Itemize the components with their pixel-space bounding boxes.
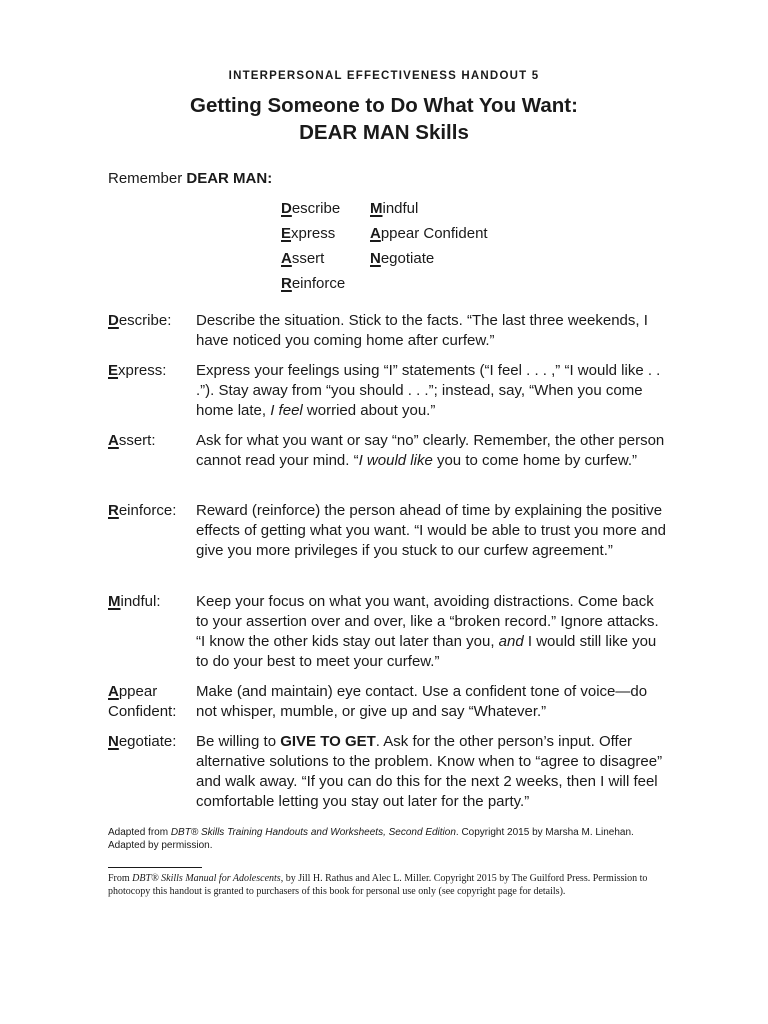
skill-definition: Be willing to GIVE TO GET. Ask for the other person’s input. Offer alternative solutions to the problem. Know when to “agree to disagree” and walk away. “If you can do this for the next 2 weeks, then I will feel comfortable letting you stay out later for the party.” [196,733,663,810]
title-line-2: DEAR MAN Skills [299,121,469,144]
skill-appear-confident [108,682,668,722]
skill-definition: Keep your focus on what you want, avoiding distractions. Come back to your assertion over and over, like a “broken record.” Ignore attacks. “I know the other kids stay out later than you, and I would still like you to do your best to meet your curfew.” [196,593,659,670]
acronym-item-appear-confident: Appear Confident [370,225,488,242]
skill-mindful [108,592,668,672]
skill-definition: Reward (reinforce) the person ahead of time by explaining the positive effects of getting what you want. “I would be able to trust you more and give you more privileges if you stuck to our curfew agreement.” [196,502,666,559]
skill-definition: Make (and maintain) eye contact. Use a confident tone of voice—do not whisper, mumble, or give up and say “Whatever.” [196,683,648,720]
acronym-item-negotiate: Negotiate [370,250,435,267]
footnote-divider [108,867,202,868]
acronym-item-describe: Describe [281,200,341,217]
skill-term: Mindful: [108,593,161,610]
adapted-credit: Adapted from DBT® Skills Training Handouts and Worksheets, Second Edition. Copyright 2015 by Marsha M. Linehan. Adapted by permission. [108,827,634,851]
acronym-item-assert: Assert [281,250,325,267]
remember-prefix: Remember [108,170,183,187]
skill-term: Assert: [108,432,156,449]
skill-describe [108,311,668,351]
acronym-column-2 [370,196,488,271]
acronym-item-reinforce: Reinforce [281,275,346,292]
copyright-footer: From DBT® Skills Manual for Adolescents, by Jill H. Rathus and Alec L. Miller. Copyright 2015 by The Guilford Press. Permission to photocopy this handout is granted to purchasers of this book for personal use only (see copyright page for details). [108,873,648,897]
remember-line [108,170,272,187]
skill-definition: Describe the situation. Stick to the facts. “The last three weekends, I have noticed you coming home after curfew.” [196,312,648,349]
title-line-1: Getting Someone to Do What You Want: [190,94,578,117]
skill-express [108,361,668,421]
handout-label: INTERPERSONAL EFFECTIVENESS HANDOUT 5 [228,70,540,82]
skill-definition: Express your feelings using “I” statements (“I feel . . . ,” “I would like . . .”). Stay away from “you should . . .”; instead, say, “When you come home late, I feel worried about you.” [196,362,661,419]
skill-assert [108,431,668,471]
skill-definition: Ask for what you want or say “no” clearly. Remember, the other person cannot read your mind. “I would like you to come home by curfew.” [196,432,665,469]
page-title [0,92,768,146]
remember-bold: DEAR MAN: [186,170,273,187]
skill-term: Negotiate: [108,733,177,750]
skill-reinforce [108,501,668,561]
skill-term: Express: [108,362,167,379]
skill-term: Describe: [108,312,172,329]
skill-negotiate [108,732,668,812]
acronym-item-mindful: Mindful [370,200,419,217]
skill-term: Appear Confident: [108,683,177,720]
acronym-item-express: Express [281,225,336,242]
skill-term: Reinforce: [108,502,177,519]
acronym-column-1 [281,196,345,296]
